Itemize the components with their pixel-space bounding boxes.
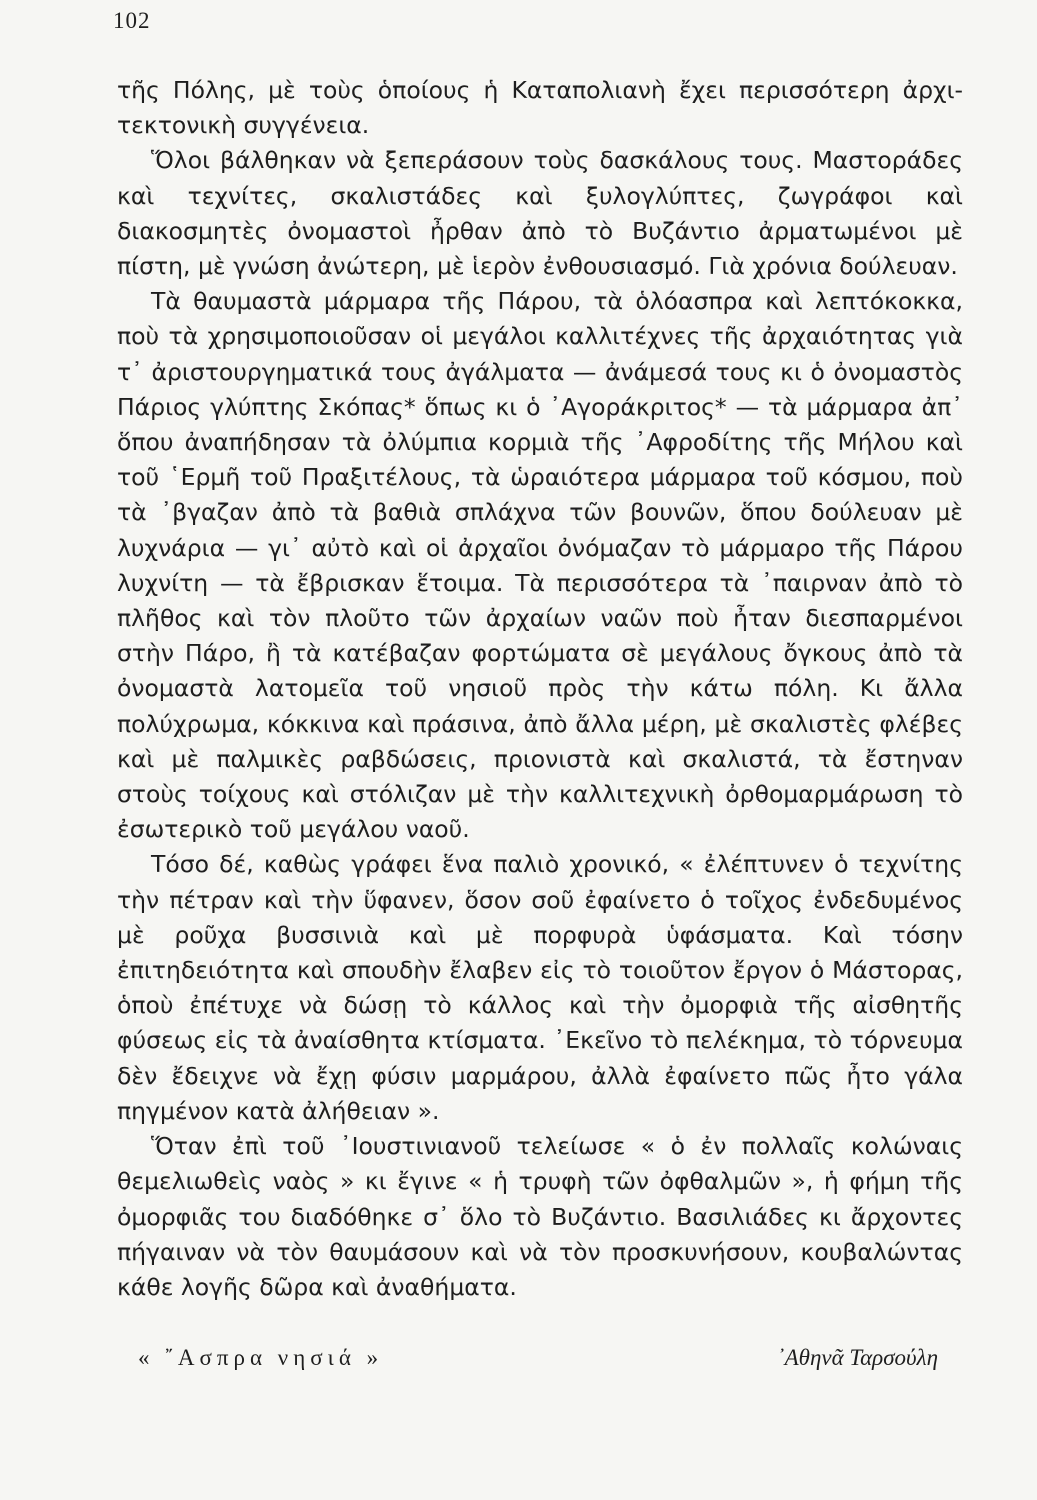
paragraph-4: Τόσο δέ, καθὼς γράφει ἕνα παλιὸ χρονικό, « ἐλέπτυνεν ὁ τεχνίτης τὴν πέτραν καὶ τὴν ὕφανεν, ὅσον σοῦ ἐφαίνετο ὁ τοῖχος ἐνδεδυμένος μὲ ροῦχα βυσσινιὰ καὶ μὲ πορφυρὰ ὑφάσματα. Καὶ τόσην ἐπιτηδειότητα καὶ σπουδὴν ἔλαβεν εἰς τὸ τοιοῦτον ἔργον ὁ Μάστορας, ὁποὺ ἐπέτυχε νὰ δώσῃ τὸ κάλλος καὶ τὴν ὀμορφιὰ τῆς αἰσθητῆς φύσεως εἰς τὰ ἀναίσθητα κτίσματα. ᾿Εκεῖνο τὸ πελέκημα, τὸ τόρνευμα δὲν ἔδειχνε νὰ ἔχῃ φύσιν μαρμάρου, ἀλλὰ ἐφαίνετο πῶς ἦτο γάλα πηγμένον κατὰ ἀλήθειαν ». bbox=[117, 850, 963, 1125]
body-text bbox=[117, 73, 963, 1305]
paragraph-2: Ὅλοι βάλθηκαν νὰ ξεπεράσουν τοὺς δασκάλους τους. Μαστοράδες καὶ τεχνίτες, σκαλιστάδες καὶ ξυλογλύπτες, ζωγράφοι καὶ διακοσμητὲς ὀνομαστοὶ ἦρθαν ἀπὸ τὸ Βυζάντιο ἀρματωμένοι μὲ πίστη, μὲ γνώση ἀνώτερη, μὲ ἱερὸν ἐνθουσιασμό. Γιὰ χρόνια δούλευαν. bbox=[117, 146, 963, 281]
paragraph-3: Τὰ θαυμαστὰ μάρμαρα τῆς Πάρου, τὰ ὁλόασπρα καὶ λεπτόκοκκα, ποὺ τὰ χρησιμοποιοῦσαν οἱ μεγάλοι καλλιτέχνες τῆς ἀρχαιότητας γιὰ τ᾿ ἀριστουργηματικά τους ἀγάλματα — ἀνάμεσά τους κι ὁ ὀνομαστὸς Πάριος γλύπτης Σκόπας* ὅπως κι ὁ ᾿Αγοράκριτος* — τὰ μάρμαρα ἀπ᾿ ὅπου ἀναπήδησαν τὰ ὀλύμπια κορμιὰ τῆς ᾿Αφροδίτης τῆς Μήλου καὶ τοῦ ῾Ερμῆ τοῦ Πραξιτέλους, τὰ ὡραιότερα μάρμαρα τοῦ κόσμου, ποὺ τὰ ᾿βγαζαν ἀπὸ τὰ βαθιὰ σπλάχνα τῶν βουνῶν, ὅπου δούλευαν μὲ λυχνάρια — γι᾿ αὐτὸ καὶ οἱ ἀρχαῖοι ὀνόμαζαν τὸ μάρμαρο τῆς Πάρου λυχνίτη — τὰ ἔβρισκαν ἕτοιμα. Τὰ περισσότερα τὰ ᾿παιρναν ἀπὸ τὸ πλῆθος καὶ τὸν πλοῦτο τῶν ἀρχαίων ναῶν ποὺ ἦταν διεσπαρμένοι στὴν Πάρο, ἢ τὰ κατέβαζαν φορτώματα σὲ μεγάλους ὄγκους ἀπὸ τὰ ὀνομαστὰ λατομεῖα τοῦ νησιοῦ πρὸς τὴν κάτω πόλη. Κι ἄλλα πολύχρωμα, κόκκινα καὶ πράσινα, ἀπὸ ἄλλα μέρη, μὲ σκαλιστὲς φλέβες καὶ μὲ παλμικὲς ραβδώσεις, πριονιστὰ καὶ σκαλιστά, τὰ ἔστηναν στοὺς τοίχους καὶ στόλιζαν μὲ τὴν καλλιτεχνικὴ ὀρθομαρμάρωση τὸ ἐσωτερικὸ τοῦ μεγάλου ναοῦ. bbox=[117, 287, 963, 844]
page-number: 102 bbox=[113, 8, 151, 33]
author-name: ᾿Αθηνᾶ Ταρσούλη bbox=[776, 1345, 938, 1370]
paragraph-5: Ὅταν ἐπὶ τοῦ ᾿Ιουστινιανοῦ τελείωσε « ὁ ἐν πολλαῖς κολώναις θεμελιωθεὶς ναὸς » κι ἔγινε « ἡ τρυφὴ τῶν ὀφθαλμῶν », ἡ φήμη τῆς ὀμορφιᾶς του διαδόθηκε σ᾿ ὅλο τὸ Βυζάντιο. Βασιλιάδες κι ἄρχοντες πήγαιναν νὰ τὸν θαυμάσουν καὶ νὰ τὸν προσκυνήσουν, κουβαλώντας κάθε λογῆς δῶρα καὶ ἀναθήματα. bbox=[117, 1132, 963, 1301]
source-title: « ῎Ασπρα νησιά » bbox=[138, 1345, 384, 1370]
paragraph-1: τῆς Πόλης, μὲ τοὺς ὁποίους ἡ Καταπολιανὴ ἔχει περισσότερη ἀρχι-τεκτονικὴ συγγένεια. bbox=[117, 76, 963, 140]
